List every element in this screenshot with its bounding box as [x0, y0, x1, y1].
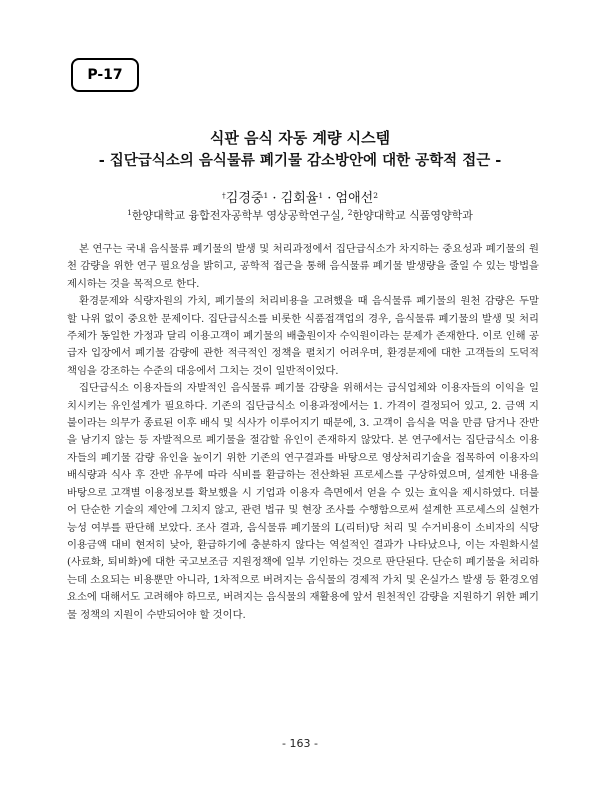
corresponding-author-mark: † — [222, 191, 226, 200]
author-list — [0, 187, 600, 206]
paper-title: 식판 음식 자동 계량 시스템 — [209, 129, 391, 147]
affiliation-1: 한양대학교 융합전자공학부 영상공학연구실, — [131, 209, 348, 222]
session-badge: P-17 — [71, 58, 139, 92]
author-2 — [281, 191, 323, 206]
author-1 — [222, 191, 268, 206]
abstract-paragraph-2: 환경문제와 식량자원의 가치, 폐기물의 처리비용을 고려했을 때 음식물류 폐기물의 원천 감량은 두말 할 나위 없이 중요한 문제이다. 집단급식소를 비롯한 식품접객업의 경우, 음식물류 폐기물의 발생 및 처리주체가 동일한 가정과 달리 이용고객이 폐기물의 배출원이자 수익원이라는 문제가 존재한다. 이로 인해 공급자 입장에서 폐기물 감량에 관한 적극적인 정책을 펼치기 어려우며, 환경문제에 대한 고객들의 도덕적 책임을 강조하는 수준의 대응에서 그치는 것이 일반적이었다. — [67, 295, 539, 377]
affiliations — [0, 207, 600, 223]
author-separator: · — [323, 191, 336, 206]
author-affiliation-index: 1 — [318, 191, 324, 200]
author-name: 김회율 — [280, 191, 319, 206]
author-name: 김경중 — [225, 191, 264, 206]
author-3 — [336, 191, 378, 206]
abstract-paragraph-1: 본 연구는 국내 음식물류 폐기물의 발생 및 처리과정에서 집단급식소가 차지하는 중요성과 폐기물의 원천 감량을 위한 연구 필요성을 밝히고, 공학적 접근을 통해 음식물류 폐기물 발생량을 줄일 수 있는 방법을 제시하는 것을 목적으로 한다. — [67, 243, 539, 290]
abstract-body — [67, 241, 539, 624]
page-number: - 163 - — [282, 737, 318, 750]
author-affiliation-index: 1 — [263, 191, 269, 200]
affiliation-2: 한양대학교 식품영양학과 — [352, 209, 473, 222]
abstract-paragraph-3: 집단급식소 이용자들의 자발적인 음식물류 폐기물 감량을 위해서는 급식업체와 이용자들의 이익을 일치시키는 유인설계가 필요하다. 기존의 집단급식소 이용과정에서는 1. 가격이 결정되어 있고, 2. 금액 지불이라는 의무가 종료된 이후 배식 및 식사가 이루어지기 때문에, 3. 고객이 음식을 먹을 만큼 담거나 잔반을 남기지 않는 등 자발적으로 폐기물을 절감할 유인이 존재하지 않았다. 본 연구에서는 집단급식소 이용자들의 폐기물 감량 유인을 높이기 위한 기존의 연구결과를 바탕으로 영상처리기술을 접목하여 이용자의 배식량과 식사 후 잔반 유무에 따라 식비를 환급하는 전산화된 프로세스를 구상하였으며, 설계한 내용을 바탕으로 고객별 이용정보를 확보했을 시 기업과 이용자 측면에서 얻을 수 있는 효익을 제시하였다. 더불어 단순한 기술의 제안에 그치지 않고, 관련 법규 및 현장 조사를 수행함으로써 설계한 프로세스의 실현가능성 여부를 판단해 보았다. 조사 결과, 음식물류 폐기물의 L(리터)당 처리 및 수거비용이 소비자의 식당 이용금액 대비 현저히 낮아, 환급하기에 충분하지 않다는 역설적인 결과가 나타났으나, 이는 자원화시설(사료화, 퇴비화)에 대한 국고보조금 지원정책에 일부 기인하는 것으로 판단된다. 단순히 폐기물을 처리하는데 소요되는 비용뿐만 아니라, 1차적으로 버려지는 음식물의 경제적 가치 및 온실가스 발생 등 환경오염요소에 대해서도 고려해야 하므로, 버려지는 음식물의 재활용에 앞서 원천적인 감량을 지원하기 위한 폐기물 정책의 지원이 수반되어야 할 것이다. — [67, 382, 539, 621]
paper-subtitle: - 집단급식소의 음식물류 폐기물 감소방안에 대한 공학적 접근 - — [98, 153, 502, 169]
affiliation-index: 2 — [347, 208, 353, 217]
author-name: 엄애선 — [335, 191, 374, 206]
affiliation-index: 1 — [127, 208, 132, 217]
author-separator: · — [268, 191, 281, 206]
author-affiliation-index: 2 — [373, 191, 378, 200]
